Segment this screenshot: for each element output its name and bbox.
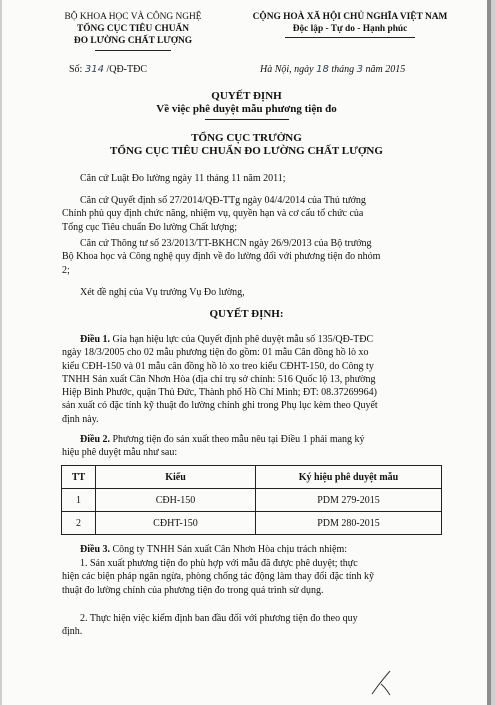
preamble-decision-line3: Tổng cục Tiêu chuẩn Đo lường Chất lượng; [62,221,238,233]
agency-name-line1: TỔNG CỤC TIÊU CHUẨN [76,24,190,34]
preamble-proposal [80,286,245,299]
table-header-symbol: Ký hiệu phê duyệt mẫu [256,466,442,489]
article-3-item-1-line3: thuật đo lường chính của phương tiện đo trong quá trình sử dụng. [62,584,324,596]
preamble-law-line: Căn cứ Luật Đo lường ngày 11 tháng 11 năm 2011; [80,173,286,184]
date-year: năm 2015 [365,64,406,75]
preamble-circular-line1: Căn cứ Thông tư số 23/2013/TT-BKHCN ngày 26/9/2013 của Bộ trưởng [80,238,372,249]
number-prefix: Số: [69,64,83,75]
preamble-circular-line3: 2; [62,264,70,276]
table-row [62,489,442,512]
date-month-word: tháng [331,64,355,75]
article-1-line7: định này. [62,413,99,425]
header-right-rule [285,37,415,38]
date-month-handwritten: 3 [356,64,363,75]
table-cell-tt: 1 [62,489,96,512]
article-3-item-2-line1: 2. Thực hiện việc kiểm định ban đầu đối với phương tiện đo theo quy [80,613,358,624]
document-date [260,64,405,76]
country-name: CỘNG HOÀ XÃ HỘI CHỦ NGHĨA VIỆT NAM [252,12,448,22]
article-1 [62,333,442,426]
article-1-line4: TNHH Sản xuất Cân Nhơn Hòa (địa chỉ trụ sở chính: 516 Quốc lộ 13, phường [62,373,376,385]
article-1-label: Điều 1. [80,334,110,345]
article-3-item-2 [62,612,442,639]
preamble-decision-line2: Chính phủ quy định chức năng, nhiệm vụ, quyền hạn và cơ cấu tổ chức của [62,208,364,220]
document-number [69,64,147,76]
decision-title: QUYẾT ĐỊNH [211,90,282,102]
decision-heading: QUYẾT ĐỊNH: [209,308,284,320]
article-1-line5: Hiệp Bình Phước, quận Thủ Đức, Thành phố Hồ Chí Minh; ĐT: 08.37269964) [62,387,377,399]
preamble-circular [62,237,440,277]
article-2-line2: hiệu phê duyệt mẫu như sau: [62,447,178,459]
table-cell-symbol: PDM 279-2015 [256,489,442,512]
article-3-item-1-line1: 1. Sản xuất phương tiện đo phù hợp với mẫu đã được phê duyệt; thực [80,558,358,569]
approval-table [61,465,442,535]
article-3-label: Điều 3. [80,544,110,555]
preamble-decision [62,194,440,234]
preamble-circular-line2: Bộ Khoa học và Công nghệ quy định về đo lường đối với phương tiện đo nhóm [62,251,381,263]
preamble-law [80,172,286,185]
article-3-text: Công ty TNHH Sản xuất Cân Nhơn Hòa chịu trách nhiệm: [110,544,348,555]
decision-subject: Về việc phê duyệt mẫu phương tiện đo [156,103,337,115]
article-1-line1: Gia hạn hiệu lực của Quyết định phê duyệt mẫu số 135/QĐ-TĐC [110,334,374,345]
date-prefix: Hà Nội, ngày [260,64,314,75]
article-3-item-1-line2: hiện các biện pháp ngăn ngừa, phòng chống tác động làm thay đổi đặc tính kỹ [62,571,375,583]
subject-rule [205,119,289,120]
number-suffix: /QĐ-TĐC [106,64,147,75]
table-header-model: Kiểu [96,466,256,489]
authority-agency: TỔNG CỤC TIÊU CHUẨN ĐO LƯỜNG CHẤT LƯỢNG [110,145,383,157]
header-left-rule [95,50,171,51]
agency-name-line2: ĐO LƯỜNG CHẤT LƯỢNG [73,36,193,46]
article-1-line3: kiểu CĐH-150 và 01 mẫu cân đồng hồ lò xo treo kiểu CĐHT-150, do Công ty [62,360,374,372]
article-2 [62,433,442,460]
table-row [62,512,442,535]
preamble-decision-line1: Căn cứ Quyết định số 27/2014/QĐ-TTg ngày 04/4/2014 của Thủ tướng [80,195,366,206]
table-cell-tt: 2 [62,512,96,535]
article-3 [80,543,347,556]
table-cell-model: CĐHT-150 [96,512,256,535]
article-2-label: Điều 2. [80,434,110,445]
article-3-item-2-line2: định. [62,626,83,638]
article-3-item-1 [62,557,442,597]
article-1-line6: sản xuất có đặc tính kỹ thuật đo lường chính ghi trong Phụ lục kèm theo Quyết [62,400,378,412]
table-header-tt: TT [62,466,96,489]
preamble-proposal-line: Xét đề nghị của Vụ trưởng Vụ Đo lường, [80,287,245,298]
authority-title: TỔNG CỤC TRƯỞNG [191,132,302,144]
date-day-handwritten: 18 [316,64,329,75]
table-cell-model: CĐH-150 [96,489,256,512]
table-cell-symbol: PDM 280-2015 [256,512,442,535]
article-1-line2: ngày 18/3/2005 cho 02 mẫu phương tiện đo gồm: 01 mẫu Cân đồng hồ lò xo [62,347,369,359]
number-handwritten: 314 [84,64,104,75]
table-header-row [62,466,442,489]
document-page [2,0,491,705]
ministry-name: BỘ KHOA HỌC VÀ CÔNG NGHỆ [64,12,202,22]
national-motto: Độc lập - Tự do - Hạnh phúc [292,24,408,34]
article-2-line1: Phương tiện đo sản xuất theo mẫu nêu tại Điều 1 phải mang ký [110,434,365,445]
initial-mark-icon [368,668,398,698]
page-edge [487,0,491,705]
